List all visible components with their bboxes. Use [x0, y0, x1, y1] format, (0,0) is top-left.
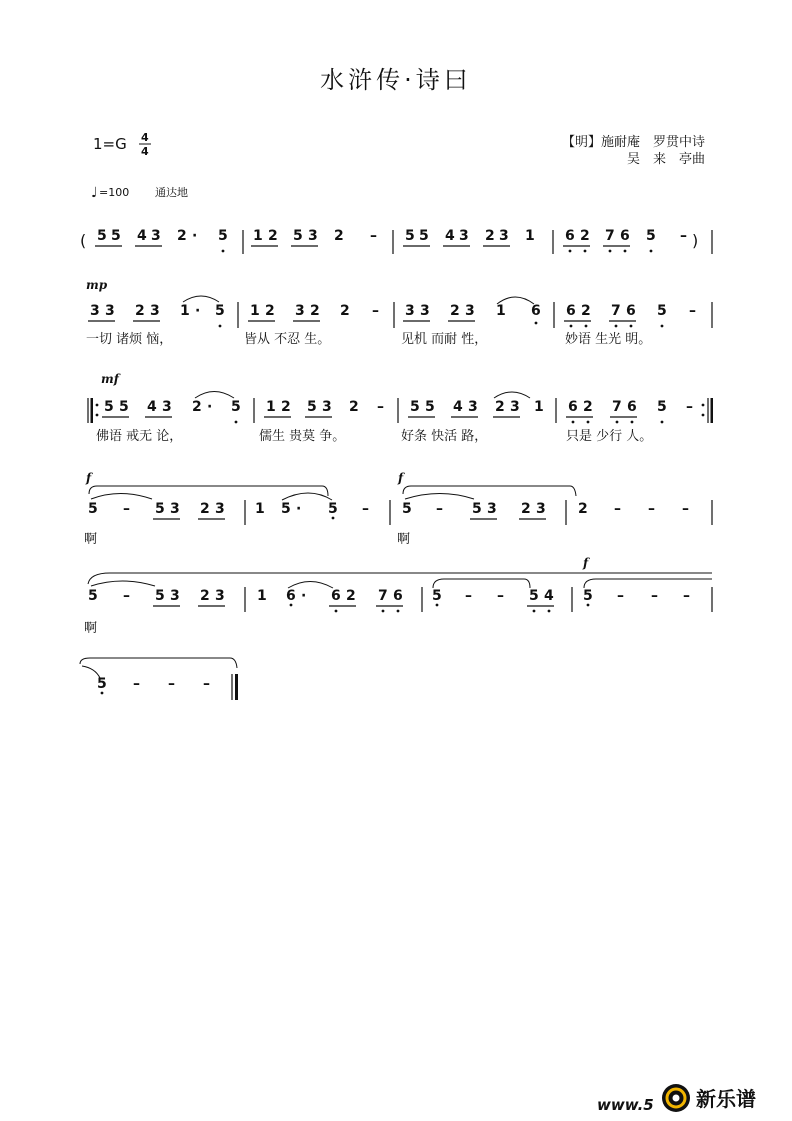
dot-note: ·	[192, 228, 198, 244]
note-number: 2	[349, 399, 359, 415]
note-number: 7	[611, 303, 621, 319]
note-number: 6	[393, 588, 403, 604]
note-number: 6	[568, 399, 578, 415]
note-number: 5	[119, 399, 129, 415]
lyric-phrase: 啊	[84, 621, 98, 636]
note-number: 3	[459, 228, 469, 244]
note-number: 5	[104, 399, 114, 415]
note-number: 3	[465, 303, 475, 319]
key-signature: 1=G	[93, 135, 127, 153]
repeat-end-thick	[711, 398, 714, 423]
lyricist-credit: 【明】施耐庵 罗贯中诗	[561, 135, 705, 150]
note-number: 5	[155, 501, 165, 517]
note-number: 3	[405, 303, 415, 319]
note-number: 6	[531, 303, 541, 319]
note-number: 1	[180, 303, 190, 319]
logo-disc-icon	[662, 1084, 690, 1112]
note-number: 3	[308, 228, 318, 244]
composer-credit: 吴 来 亭曲	[626, 152, 705, 167]
dash-note: –	[617, 588, 624, 604]
time-signature-top: 4	[141, 131, 149, 144]
note-number: 2	[200, 501, 210, 517]
note-number: 2	[450, 303, 460, 319]
note-number: 5	[425, 399, 435, 415]
lyric-phrase: 好条 快活 路，	[401, 429, 488, 444]
note-number: 4	[445, 228, 455, 244]
note-number: 3	[295, 303, 305, 319]
dash-note: –	[372, 303, 379, 319]
lyric-phrase: 皆从 不忍 生。	[244, 332, 331, 347]
intro-close-paren: )	[692, 231, 699, 250]
note-number: 2	[281, 399, 291, 415]
dash-note: –	[370, 228, 377, 244]
note-number: 4	[147, 399, 157, 415]
dynamic-marking: f	[583, 556, 589, 570]
note-number: 2	[135, 303, 145, 319]
footer-url: www.5	[597, 1096, 654, 1114]
note-number: 5	[155, 588, 165, 604]
dot-note: ·	[296, 501, 302, 517]
repeat-start-dot	[96, 404, 99, 407]
note-number: 5	[410, 399, 420, 415]
note-number: 2	[346, 588, 356, 604]
dash-note: –	[168, 676, 175, 692]
note-number: 5	[111, 228, 121, 244]
dynamic-marking: mp	[86, 278, 108, 292]
note-number: 3	[322, 399, 332, 415]
note-number: 2	[192, 399, 202, 415]
dash-note: –	[123, 501, 130, 517]
note-number: 5	[405, 228, 415, 244]
dash-note: –	[362, 501, 369, 517]
dash-note: –	[133, 676, 140, 692]
note-number: 3	[510, 399, 520, 415]
note-number: 5	[402, 501, 412, 517]
note-number: 1	[255, 501, 265, 517]
note-number: 6	[331, 588, 341, 604]
note-number: 5	[281, 501, 291, 517]
dynamic-marking: f	[398, 471, 404, 485]
note-number: 7	[605, 228, 615, 244]
note-number: 5	[88, 588, 98, 604]
note-number: 2	[485, 228, 495, 244]
note-number: 2	[521, 501, 531, 517]
dot-note: ·	[195, 303, 201, 319]
note-number: 5	[657, 399, 667, 415]
repeat-end-dot	[702, 414, 705, 417]
note-number: 6	[565, 228, 575, 244]
dynamic-marking: f	[86, 471, 92, 485]
note-number: 2	[268, 228, 278, 244]
dynamics-layer	[85, 278, 590, 570]
dynamic-marking: mf	[101, 372, 119, 386]
barlines	[88, 230, 712, 700]
note-number: 2	[495, 399, 505, 415]
note-number: 1	[257, 588, 267, 604]
note-number: 1	[266, 399, 276, 415]
note-number: 3	[420, 303, 430, 319]
lyric-phrase: 啊	[84, 532, 98, 547]
note-number: 5	[88, 501, 98, 517]
note-number: 6	[627, 399, 637, 415]
note-number: 3	[170, 501, 180, 517]
note-number: 2	[177, 228, 187, 244]
note-number: 2	[581, 303, 591, 319]
note-number: 5	[307, 399, 317, 415]
note-number: 5	[529, 588, 539, 604]
note-number: 2	[580, 228, 590, 244]
note-number: 5	[432, 588, 442, 604]
lyric-phrase: 妙语 生光 明。	[565, 332, 652, 347]
note-number: 2	[334, 228, 344, 244]
note-number: 6	[626, 303, 636, 319]
note-number: 3	[150, 303, 160, 319]
lyric-phrase: 见机 而耐 性，	[401, 332, 488, 347]
final-barline	[235, 674, 238, 700]
note-number: 3	[170, 588, 180, 604]
dash-note: –	[123, 588, 130, 604]
score-title: 水浒传·诗曰	[320, 66, 472, 94]
site-logo-text: 新乐谱	[696, 1087, 756, 1111]
note-number: 2	[310, 303, 320, 319]
dash-note: –	[682, 501, 689, 517]
note-number: 3	[536, 501, 546, 517]
note-number: 5	[657, 303, 667, 319]
dash-note: –	[614, 501, 621, 517]
note-number: 5	[218, 228, 228, 244]
note-number: 4	[453, 399, 463, 415]
dot-note: ·	[207, 399, 213, 415]
dash-note: –	[683, 588, 690, 604]
dash-note: –	[465, 588, 472, 604]
dash-note: –	[497, 588, 504, 604]
note-number: 3	[487, 501, 497, 517]
dash-note: –	[689, 303, 696, 319]
lyric-phrase: 只是 少行 人。	[566, 429, 653, 444]
note-number: 3	[215, 501, 225, 517]
note-number: 3	[90, 303, 100, 319]
note-number: 1	[496, 303, 506, 319]
dot-note: ·	[301, 588, 307, 604]
note-number: 6	[620, 228, 630, 244]
note-number: 5	[646, 228, 656, 244]
dash-note: –	[680, 228, 687, 244]
note-number: 2	[340, 303, 350, 319]
note-number: 5	[231, 399, 241, 415]
lyric-phrase: 佛语 戒无 论，	[96, 429, 183, 444]
note-number: 5	[97, 676, 107, 692]
dash-note: –	[436, 501, 443, 517]
note-number: 3	[105, 303, 115, 319]
note-number: 2	[583, 399, 593, 415]
note-number: 5	[328, 501, 338, 517]
note-number: 3	[468, 399, 478, 415]
note-number: 3	[215, 588, 225, 604]
note-number: 3	[162, 399, 172, 415]
note-number: 6	[566, 303, 576, 319]
note-number: 1	[250, 303, 260, 319]
note-number: 3	[499, 228, 509, 244]
tempo-value: =100	[99, 186, 130, 199]
note-number: 7	[378, 588, 388, 604]
note-number: 7	[612, 399, 622, 415]
note-number: 3	[151, 228, 161, 244]
slurs	[80, 296, 712, 678]
note-number: 4	[137, 228, 147, 244]
intro-open-paren: (	[80, 231, 87, 250]
repeat-start-dot	[96, 414, 99, 417]
eighth-note-underlines	[88, 246, 637, 606]
lyric-phrase: 一切 诸烦 恼，	[86, 332, 173, 347]
notation-layer	[88, 228, 699, 692]
dash-note: –	[651, 588, 658, 604]
note-number: 5	[215, 303, 225, 319]
note-number: 5	[419, 228, 429, 244]
note-number: 6	[286, 588, 296, 604]
dash-note: –	[203, 676, 210, 692]
note-number: 2	[578, 501, 588, 517]
note-number: 1	[534, 399, 544, 415]
note-number: 4	[544, 588, 554, 604]
lyric-phrase: 啊	[397, 532, 411, 547]
note-number: 2	[200, 588, 210, 604]
note-number: 5	[97, 228, 107, 244]
dash-note: –	[686, 399, 693, 415]
note-number: 1	[253, 228, 263, 244]
expression-mark: 通达地	[155, 186, 188, 199]
repeat-end-dot	[702, 404, 705, 407]
time-signature-bottom: 4	[141, 145, 149, 158]
tempo-note-icon: ♩	[91, 185, 98, 201]
note-number: 1	[525, 228, 535, 244]
lyric-phrase: 儒生 贵莫 争。	[259, 429, 346, 444]
repeat-start-thick	[91, 398, 94, 423]
note-number: 5	[293, 228, 303, 244]
note-number: 5	[583, 588, 593, 604]
dash-note: –	[648, 501, 655, 517]
note-number: 5	[472, 501, 482, 517]
dash-note: –	[377, 399, 384, 415]
note-number: 2	[265, 303, 275, 319]
